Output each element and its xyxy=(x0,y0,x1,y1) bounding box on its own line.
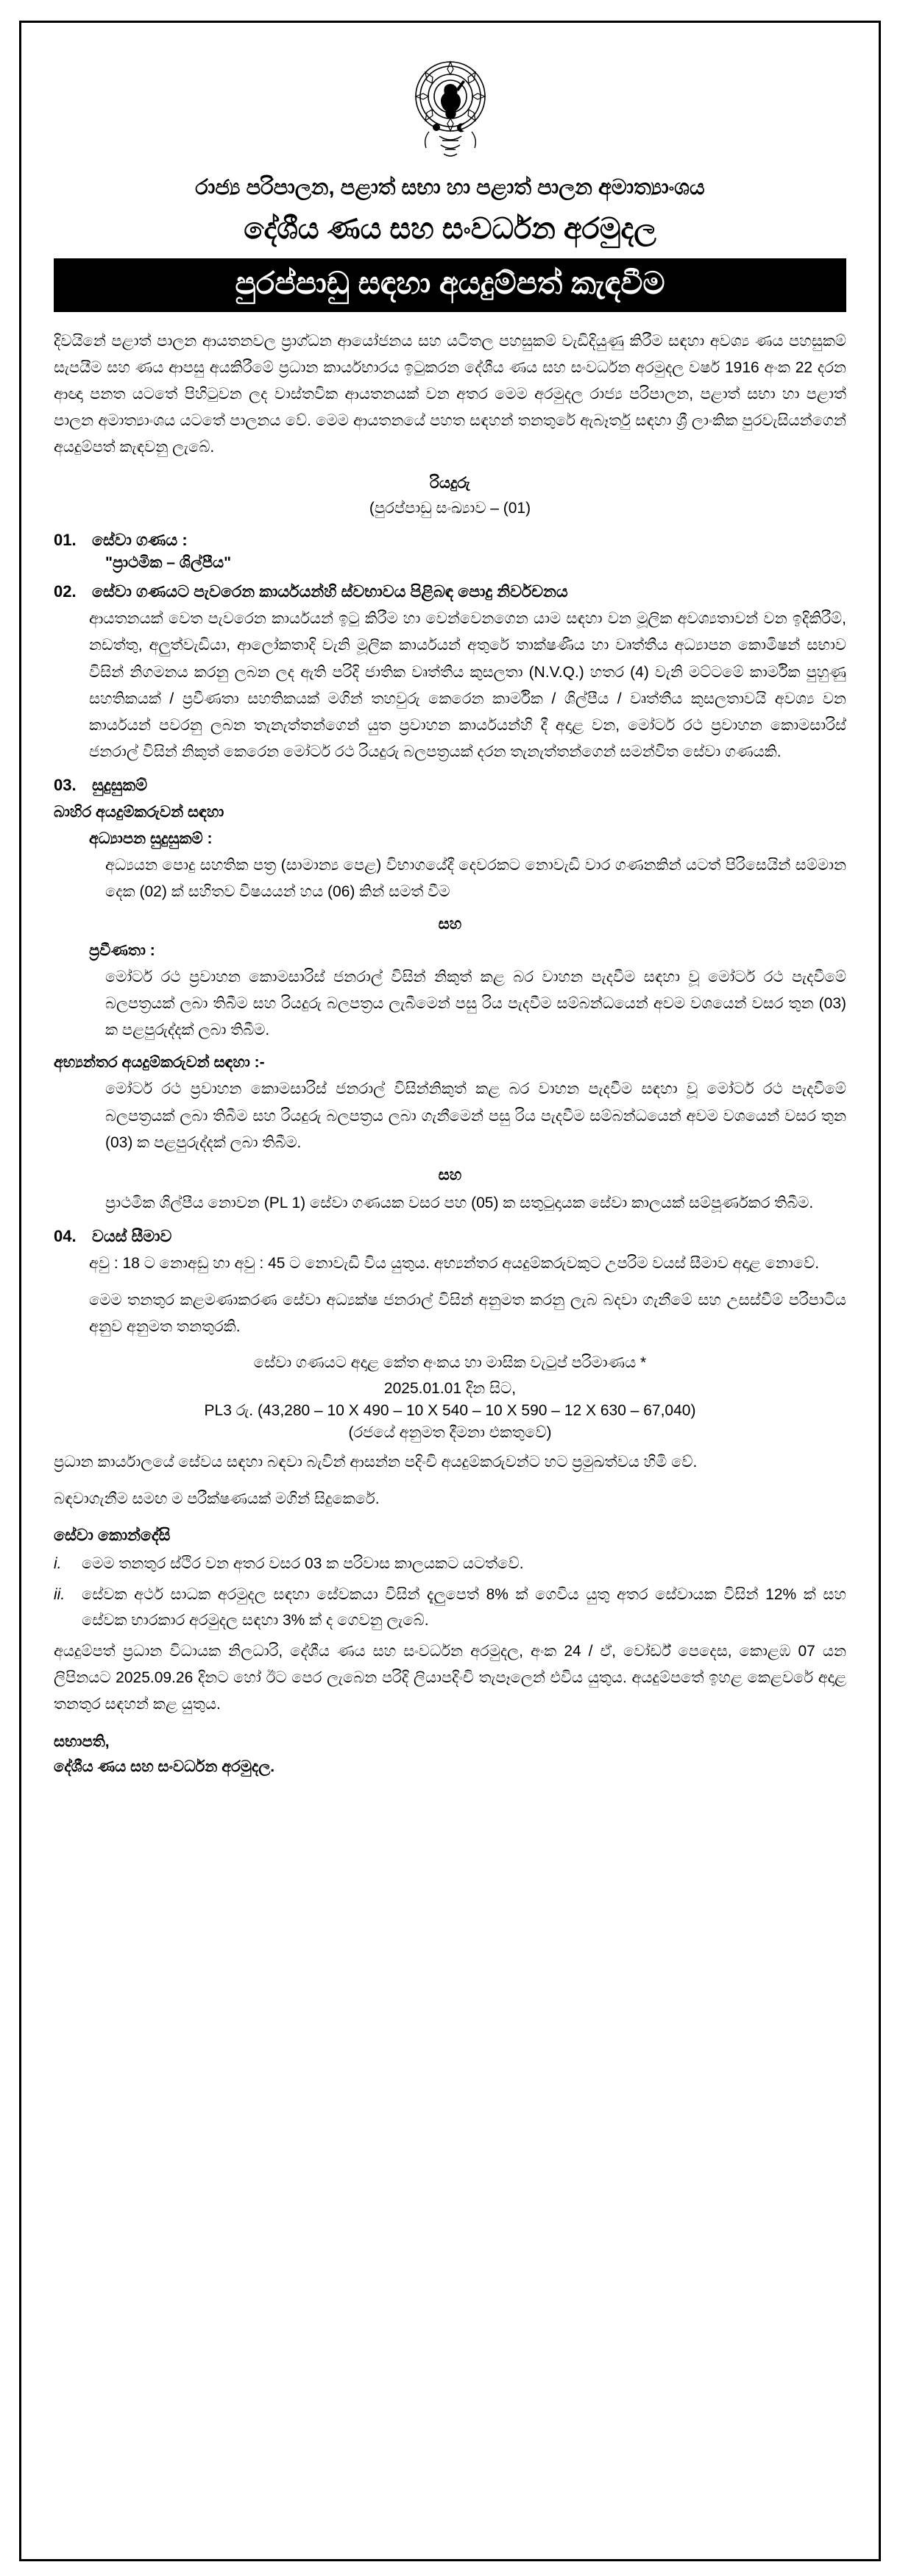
post-vacancy-count: (පුරප්පාඩු සංඛ්‍යාව – (01) xyxy=(369,499,531,517)
section-02-number: 02. xyxy=(54,582,77,601)
post-title: රියදුරු xyxy=(430,475,470,492)
section-03-number: 03. xyxy=(54,775,77,794)
external-applicants-head: බාහිර අයදුම්කරුවන් සඳහා xyxy=(54,803,224,821)
internal-applicants-text-2: ප්‍රාථමික ශිල්පීය නොවන (PL 1) සේවා ගණයක වසර පහ (05) ක සතුටුදායක සේවා කාලයක් සම්පූර්ණකර තිබීම. xyxy=(105,1194,814,1211)
internal-applicants-head: අභ්‍යන්තර අයදුම්කරුවන් සඳහා :- xyxy=(54,1054,265,1072)
education-and-label: සහ xyxy=(438,916,462,933)
application-address-paragraph: අයදුම්පත් ප්‍රධාන විධායක නිලධාරි, දේශීය ණය සහ සංවර්ධන අරමුදල, අංක 24 / ඒ, වෝර්ඩ් පෙදෙස, කොළඹ 07 යන ලිපිනයට 2025.09.26 දිනට හෝ ඊට පෙර ලැබෙන පරිදි ලියාපදිංචි තැපෑලෙන් එවිය යුතුය. අයදුම්පතේ ඉහළ කෙළවරේ අදාළ තනතුර සඳහන් කළ යුතුය. xyxy=(54,1643,846,1713)
section-03-title: සුදුසුකම් xyxy=(92,775,148,794)
condition-item-1 xyxy=(54,1551,846,1577)
signature-organisation: දේශීය ණය සහ සංවර්ධන අරමුදල. xyxy=(54,1758,275,1776)
condition-1-marker: i. xyxy=(54,1555,62,1573)
age-limit-text: අවු : 18 ට නොඅඩු හා අවු : 45 ට නොවැඩි විය යුතුය. අභ්‍යන්තර අයදුම්කරුවකුට උපරිම වයස් සීමාව අදාළ නොවේ. xyxy=(89,1254,820,1272)
education-qualifications-text: අධ්‍යයන පොදු සහතික පත්‍ර (සාමාන්‍ය පෙළ) විභාගයේදී දෙවරකට නොවැඩි වාර ගණනකින් යටත් පිරිසෙයින් සම්මාන දෙක (02) ක් සහිතව විෂයයන් හය (06) කින් සමත් වීම xyxy=(105,856,846,901)
section-01-title: සේවා ගණය : xyxy=(92,531,188,550)
salary-scale-head: සේවා ගණයට අදාළ කේත අංකය හා මාසික වැටුප් පරිමාණය * xyxy=(253,1354,647,1372)
national-emblem-icon xyxy=(407,51,494,161)
emblem-container xyxy=(54,51,846,161)
section-04-title: වයස් සීමාව xyxy=(92,1226,172,1245)
intro-paragraph: දිවයිනේ පළාත් පාලන ආයතනවල ප්‍රාග්ධන ආයෝජනය සහ යටිතල පහසුකම් වැඩිදියුණු කිරීම සඳහා අවශ්‍ය ණය පහසුකම් සැපයීම සහ ණය ආපසු අයකිරීමේ ප්‍රධාන කාර්යභාරය ඉටුකරන දේශීය ණය සහ සංවර්ධන අරමුදල වර්ෂ 1916 අංක 22 දරන ආඥා පනත යටතේ පිහිටුවන ලද වාස්තවික ආයතනයක් වන අතර මෙම අරමුදල රාජ්‍ය පරිපාලන, පළාත් සභා හා පළාත් පාලන අමාත්‍යාංශය යටතේ පාලනය වේ. මෙම ආයතනයේ පහත සඳහන් තනතුරේ ඇබෑර්තු සඳහා ශ්‍රී ලාංකික පුරවැසියන්ගෙන් අයදුම්පත් කැඳවනු ලැබේ. xyxy=(54,332,846,456)
signature-block xyxy=(54,1730,846,1779)
definition-paragraph: ආයතනයක් වෙත පැවරෙන කාර්යයන් ඉටු කිරීම හා වෙන්වෙනගෙන යාම සඳහා වන මූලික අවශ්‍යතාවන් වන ඉදිකිරීම්, නඩත්තු, අලුත්වැඩියා, ආලෝකතාදි වැනි මූලික කාර්යයන් අතුරේ තාක්ෂණීය හා වෘත්තීය අධ්‍යාපන කොමිෂන් සභාව විසින් නිගමනය කරනු ලබන ලද ඇති පරිදි ජාතික වෘත්තීය කුසලතා (N.V.Q.) හතර (4) වැනි මට්ටමේ කාර්මික පුහුණු සහතිකයක් / ප්‍රවීණතා සහතිකයක් මගින් තහවුරු කෙරෙන කාර්මික / ශිල්පීය / වෘත්තීය කුසලතාවයි අවශ්‍ය වන කාර්යයන් පවරනු ලබන තැනැත්තන්ගෙන් යුත ප්‍රවාහන කාර්යයන්හි දී අදාළ වන, මෝටර් රථ ප්‍රවාහන කොමසාරිස් ජනරාල් විසින් නිකුත් කෙරෙන මෝටර් රථ රියදුරු බලපත්‍රයක් දරන තැනැත්තන්ගෙන් සමන්විත සේවා ගණයකි. xyxy=(89,610,846,760)
section-04 xyxy=(54,1227,846,1246)
vacancy-banner: පුරප්පාඩු සඳහා අයදුම්පත් කැඳවීම xyxy=(54,258,846,311)
proficiency-text: මෝටර් රථ ප්‍රවාහන කොමසාරිස් ජනරාල් විසින් නිකුත් කළ බර වාහන පැදවීම සඳහා වූ මෝටර් රථ පැදවීමේ බලපත්‍රයක් ලබා තිබීම සහ රියදුරු බලපත්‍රය ලැබීමෙන් පසු රිය පැදවීම සම්බන්ධයෙන් අවම වශයෙන් වසර තුන (03) ක පළපුරුද්දක් ලබා තිබීම. xyxy=(105,969,846,1039)
condition-2-text: සේවක අර්ථ සාධක අරමුදල සඳහා සේවකයා විසින් දැලුපෙත් 8% ක් ගෙවිය යුතු අතර සේවායක විසින් 12% ක් සහ සේවක භාරකාර අරමුදල සඳහා 3% ක් ද ගෙවනු ලැබේ. xyxy=(82,1585,846,1630)
document-border-frame xyxy=(19,21,881,2561)
proficiency-head: ප්‍රවීණතා : xyxy=(89,942,155,960)
section-03 xyxy=(54,776,846,795)
section-04-number: 04. xyxy=(54,1226,77,1245)
section-02-title: සේවා ගණයට පැවරෙන කාර්යයන්හි ස්වභාවය පිළිබඳ පොදු නිර්වචනය xyxy=(92,582,568,601)
salary-allowance-note: (රජයේ අනුමත දීමනා එකතුවේ) xyxy=(348,1423,552,1441)
salary-scale-value: PL3 රු. (43,280 – 10 X 490 – 10 X 540 – 10 X 590 – 12 X 630 – 67,040) xyxy=(204,1401,696,1419)
condition-item-2 xyxy=(54,1582,846,1634)
service-conditions-head: සේවා කොන්දේසි xyxy=(54,1526,171,1545)
ministry-title: රාජ්‍ය පරිපාලන, පළාත් සභා හා පළාත් පාලන අමාත්‍යාංශය xyxy=(195,176,705,199)
internal-applicants-text: මෝටර් රථ ප්‍රවාහන කොමසාරිස් ජනරාල් විසින්නිකුත් කළ බර වාහන පැදවීම සඳහා වූ මෝටර් රථ පැදවීමේ බලපත්‍රයක් ලබා තිබීම සහ රියදුරු බලපත්‍රය ලබා ගැනීමෙන් පසු රිය පැදවීම සම්බන්ධයෙන් අවම වශයෙන් වසර තුන (03) ක පළපුරුද්දක් ලබා තිබීම. xyxy=(105,1080,846,1151)
signature-designation: සභාපති, xyxy=(54,1733,110,1751)
education-qualifications-head: අධ්‍යාපන සුදුසුකම් : xyxy=(89,829,213,847)
service-class-value: "ප්‍රාථමික – ශිල්පීය" xyxy=(105,554,232,572)
post-approval-note: මෙම තනතුර කළමණාකරණ සේවා අධ්‍යක්ෂ ජනරාල් විසින් අනුමත කරනු ලැබ බදවා ගැනීමේ සහ උසස්වීම් පරිපාටිය අනුව අනුමත තනතුරකි. xyxy=(89,1292,846,1336)
section-01 xyxy=(54,531,846,550)
internal-and-label: සහ xyxy=(438,1166,462,1183)
condition-1-text: මෙම තනතුර ස්ථිර වන අතර වසර 03 ක පරිවාස කාලයකට යටත්වේ. xyxy=(82,1555,524,1573)
medical-test-note: බඳවාගැනීම සමඟ ම පරීක්ෂණයක් මගින් සිදුකෙරේ. xyxy=(54,1490,380,1507)
section-02 xyxy=(54,582,846,601)
section-01-number: 01. xyxy=(54,531,77,550)
condition-2-marker: ii. xyxy=(54,1585,65,1603)
head-office-priority-note: ප්‍රධාන කාර්යාලයේ සේවය සඳහා බඳවා බැවින් ආසන්න පදිංචි අයදුම්කරුවන්ට හට ප්‍රමුඛත්වය හිමි වේ. xyxy=(54,1453,698,1471)
fund-name-title: දේශීය ණය සහ සංවර්ධන අරමුදල xyxy=(244,213,656,246)
salary-effective-date: 2025.01.01 දින සිට, xyxy=(383,1379,517,1397)
